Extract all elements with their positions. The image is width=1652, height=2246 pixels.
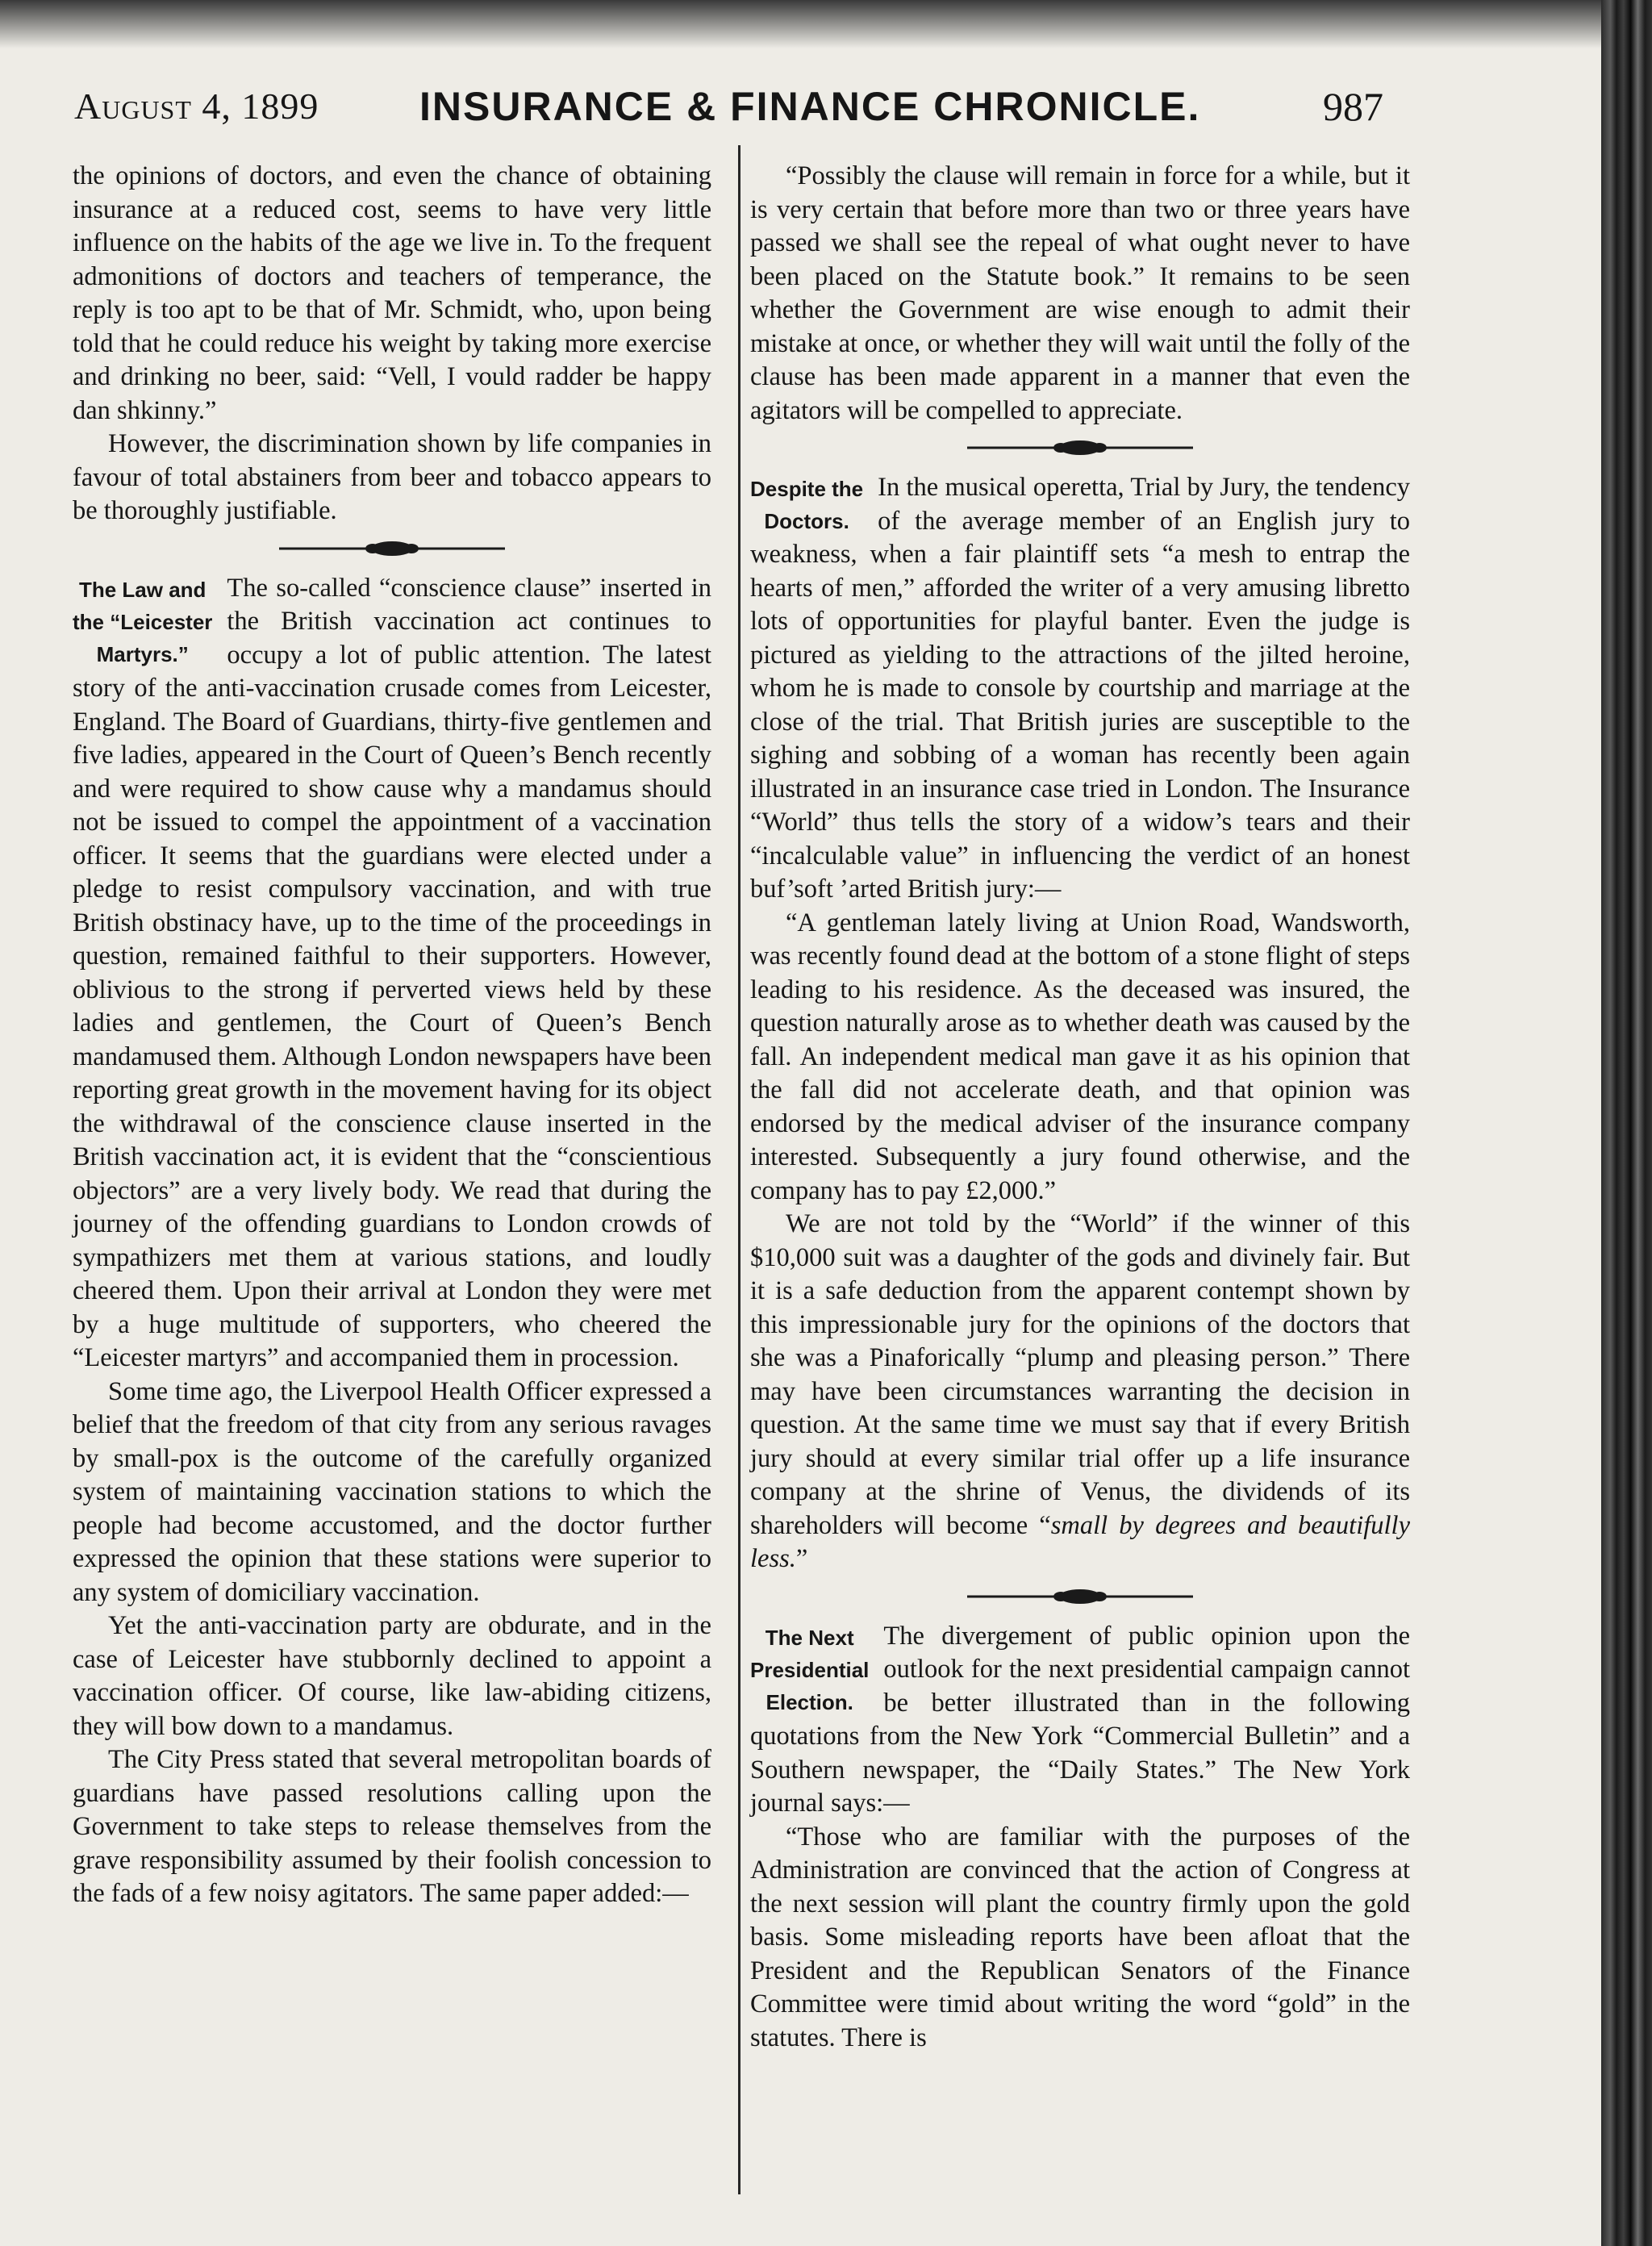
section-doctors-body: In the musical operetta, Trial by Jury, the tendency of the average member of an English jury to weakness, when a fair plaintiff sets “a mesh to entrap the hearts of men,” afforded the writer of a very amusing libretto lots of opportunities for playful banter. Even the judge is pictured as yielding to the attractions of the jilted heroine, whom he is made to console by courtship and marriage at the close of the trial. That British juries are susceptible to the sighing and sobbing of a woman has recently been again illustrated in an insurance case tried in London. The Insurance “World” thus tells the story of a widow’s tears and their “incalculable value” in influencing the verdict of an honest buf’soft ’arted British jury:— bbox=[750, 473, 1410, 904]
section-ornament bbox=[967, 1588, 1193, 1605]
paragraph-world-end: ” bbox=[795, 1544, 808, 1573]
book-binding-edge bbox=[1601, 0, 1652, 2246]
section-despite-doctors bbox=[750, 471, 1410, 907]
paragraph-discrimination: However, the discrimination shown by life companies in favour of total abstainers from beer and tobacco appears to be thoroughly justifiable. bbox=[73, 429, 711, 525]
section-ornament bbox=[279, 540, 505, 557]
column-divider bbox=[738, 145, 740, 2194]
paragraph-world bbox=[750, 1208, 1410, 1576]
sidehead-line: Martyrs.” bbox=[96, 641, 189, 666]
sidehead-law bbox=[73, 574, 212, 670]
page-header bbox=[0, 77, 1601, 133]
sidehead-line: Presidential bbox=[750, 1657, 870, 1682]
issue-date: August 4, 1899 bbox=[74, 86, 319, 127]
sidehead-doctors bbox=[750, 473, 863, 537]
page-number: 987 bbox=[1323, 84, 1383, 129]
section-ornament bbox=[967, 439, 1193, 457]
paragraph-world-text: We are not told by the “World” if the winner of this $10,000 suit was a daughter of the gods and divinely fair. But it is a safe deduction from the apparent contempt shown by this impressionable jury for the opinions of the doctors that she was a Pinaforically “plump and pleasing person.” There may have been circumstances warranting the decision in question. At the same time we must say that if every British jury should at every similar trial offer up a life insurance company at the shrine of Venus, the dividends of its shareholders will become “ bbox=[750, 1209, 1410, 1540]
paragraph-city-press: The City Press stated that several metropolitan boards of guardians have passed resolutions calling upon the Government to take steps to release themselves from the grave responsibility assumed by their foolish concession to the fads of a few noisy agitators. The same paper added:— bbox=[73, 1745, 711, 1908]
sidehead-line: The Law and bbox=[78, 577, 206, 602]
section-next-presidential-election bbox=[750, 1620, 1410, 1821]
section-law-body: The so-called “conscience clause” inserted in the British vaccination act continues to occupy a lot of public attention. The latest story of the anti-vaccination crusade comes from Leicester, England. The Board of Guardians, thirty-five gentlemen and five ladies, appeared in the Court of Queen’s Bench recently and were required to show cause why a mandamus should not be issued to compel the appointment of a vaccination officer. It seems that the guardians were elected under a pledge to resist compulsory vaccination, and with true British obstinacy have, up to the time of the proceedings in question, remained faithful to their supporters. However, oblivious to the strong if perverted views held by these ladies and gentlemen, the Court of Queen’s Bench mandamused them. Although London newspapers have been reporting great growth in the movement having for its object the withdrawal of the conscience clause inserted in the British vaccination act, it is evident that the “conscientious objectors” are a very lively body. We read that during the journey of the offending guardians to London crowds of sympathizers met them at various stations, and loudly cheered them. Upon their arrival at London they were met by a huge multitude of supporters, who cheered the “Leicester martyrs” and accompanied them in procession. bbox=[73, 573, 711, 1372]
sidehead-line: Despite the bbox=[750, 477, 864, 501]
quote-wandsworth: “A gentleman lately living at Union Road, Wandsworth, was recently found dead at the bottom of a stone flight of steps leading to his residence. As the deceased was insured, the question naturally arose as to whether death was caused by the fall. An independent medical man gave it as his opinion that the fall did not accelerate death, and that opinion was endorsed by the medical adviser of the insurance company interested. Subsequently a jury found otherwise, and the company has to pay £2,000.” bbox=[750, 908, 1410, 1205]
section-election-body: The divergement of public opinion upon the outlook for the next presidential campaign cannot be better illustrated than in the following quotations from the New York “Commercial Bulletin” and a Southern newspaper, the “Daily States.” The New York journal says:— bbox=[750, 1621, 1410, 1818]
left-column bbox=[73, 160, 711, 1911]
paragraph-world-italic: small by degrees and beautifully less. bbox=[750, 1510, 1410, 1573]
paragraph-liverpool: Some time ago, the Liverpool Health Officer expressed a belief that the freedom of that city from any serious ravages by small-pox is the outcome of the carefully organized system of maintaining vaccination stations to which the people had become accustomed, and the doctor further expressed the opinion that these stations were superior to any system of domiciliary vaccination. bbox=[73, 1376, 711, 1607]
right-column bbox=[750, 160, 1410, 2055]
publication-title: INSURANCE & FINANCE CHRONICLE. bbox=[419, 84, 1201, 129]
scan-shadow bbox=[0, 0, 1601, 48]
sidehead-election bbox=[750, 1622, 869, 1718]
quote-administration: “Those who are familiar with the purposes of the Administration are convinced that the action of Congress at the next session will plant the country firmly upon the gold basis. Some misleading reports have been afloat that the President and the Republican Senators of the Finance Committee were timid about writing the word “gold” in the statutes. There is bbox=[750, 1822, 1410, 2052]
sidehead-line: Election. bbox=[766, 1689, 853, 1714]
sidehead-line: the “Leicester bbox=[73, 609, 213, 634]
sidehead-line: Doctors. bbox=[764, 509, 849, 533]
paragraph-anti-vaccination: Yet the anti-vaccination party are obdurate, and in the case of Leicester have stubbornly declined to appoint a vaccination officer. Of course, like law-abiding citizens, they will bow down to a mandamus. bbox=[73, 1611, 711, 1741]
quote-clause: “Possibly the clause will remain in force for a while, but it is very certain that before more than two or three years have passed we shall see the repeal of what ought never to have been placed on the Statute book.” It remains to be seen whether the Government are wise enough to admit their mistake at once, or whether they will wait until the folly of the clause has been made apparent in a manner that even the agitators will be compelled to appreciate. bbox=[750, 161, 1410, 425]
sidehead-line: The Next bbox=[765, 1625, 854, 1650]
paragraph-continued: the opinions of doctors, and even the chance of obtaining insurance at a reduced cost, seems to have very little influence on the habits of the age we live in. To the frequent admonitions of doctors and teachers of temperance, the reply is too apt to be that of Mr. Schmidt, who, upon being told that he could reduce his weight by taking more exercise and drinking no beer, said: “Vell, I vould radder be happy dan shkinny.” bbox=[73, 161, 711, 425]
section-law-and-leicester bbox=[73, 572, 711, 1376]
